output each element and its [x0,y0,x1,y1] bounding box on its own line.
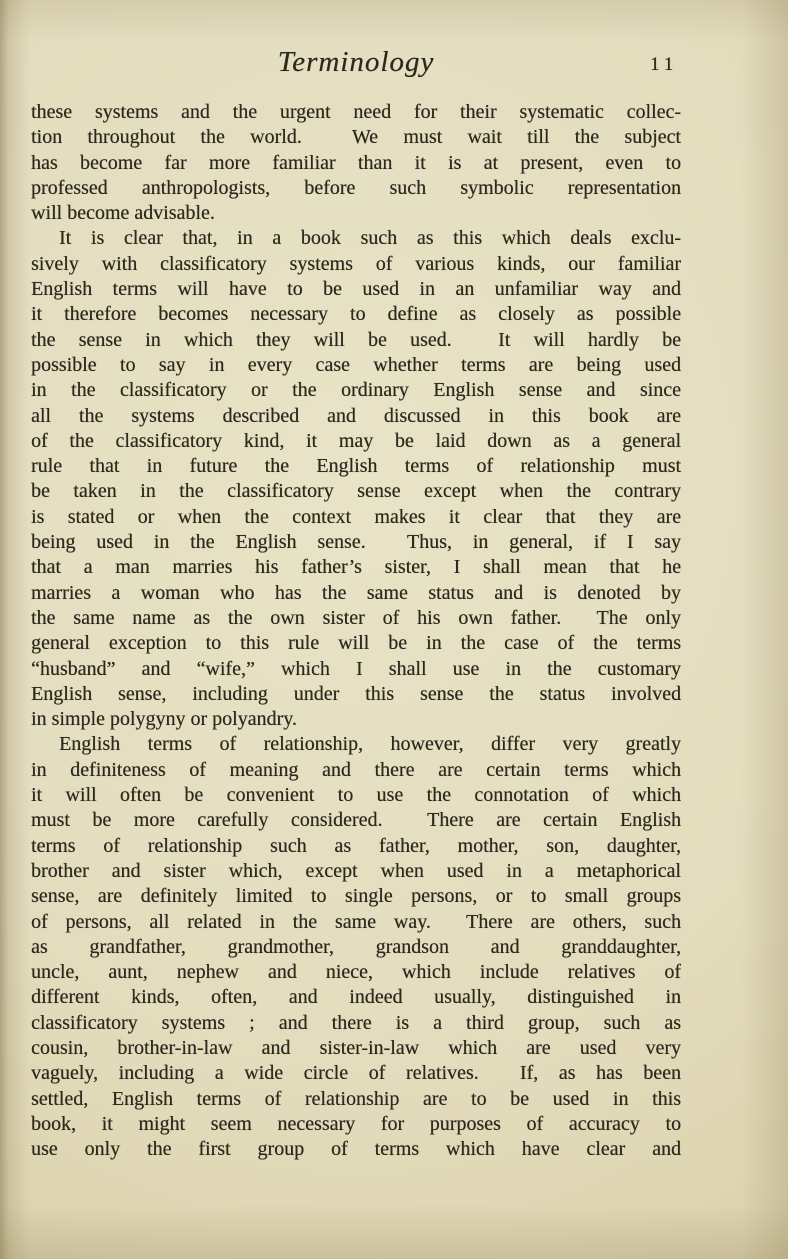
text-line: has become far more familiar than it is at present, even to [31,151,681,174]
text-line: general exception to this rule will be in the case of the terms [31,632,681,655]
text-line: “husband” and “wife,” which I shall use in the customary [31,657,681,680]
text-line: the sense in which they will be used. It will hardly be [31,328,681,351]
text-line: is stated or when the context makes it clear that they are [31,505,681,528]
text-line: It is clear that, in a book such as this which deals exclu- [59,227,681,250]
text-line: brother and sister which, except when used in a metaphorical [31,859,681,882]
text-line: being used in the English sense. Thus, in general, if I say [31,531,681,554]
text-line: rule that in future the English terms of relationship must [31,455,681,478]
text-line: terms of relationship such as father, mother, son, daughter, [31,834,681,857]
text-line: the same name as the own sister of his own father. The only [31,606,681,629]
body-text [31,100,681,1162]
text-line: of the classificatory kind, it may be laid down as a general [31,429,681,452]
text-line: classificatory systems ; and there is a third group, such as [31,1011,681,1034]
text-line: of persons, all related in the same way. There are others, such [31,910,681,933]
text-line: possible to say in every case whether terms are being used [31,353,681,376]
text-line: cousin, brother-in-law and sister-in-law which are used very [31,1036,681,1059]
text-line: must be more carefully considered. There are certain English [31,809,681,832]
text-line: in the classificatory or the ordinary English sense and since [31,379,681,402]
text-line: English terms will have to be used in an unfamiliar way and [31,278,681,301]
text-line: English sense, including under this sense the status involved [31,682,681,705]
text-line: vaguely, including a wide circle of relatives. If, as has been [31,1062,681,1085]
page-number: 11 [650,54,679,75]
text-line: book, it might seem necessary for purposes of accuracy to [31,1112,681,1135]
text-line: sense, are definitely limited to single persons, or to small groups [31,885,681,908]
text-line: sively with classificatory systems of various kinds, our familiar [31,252,681,275]
text-line: uncle, aunt, nephew and niece, which include relatives of [31,961,681,984]
text-line: tion throughout the world. We must wait till the subject [31,126,681,149]
running-head-title: Terminology [277,46,435,78]
text-line: these systems and the urgent need for their systematic collec- [31,101,681,123]
text-line: that a man marries his father’s sister, I shall mean that he [31,556,681,579]
text-line: different kinds, often, and indeed usually, distinguished in [31,986,681,1009]
text-line: professed anthropologists, before such symbolic representation [31,176,681,199]
text-line: as grandfather, grandmother, grandson and granddaughter, [31,935,681,958]
text-line: in definiteness of meaning and there are certain terms which [31,758,681,781]
text-line: English terms of relationship, however, differ very greatly [59,733,681,756]
text-line: be taken in the classificatory sense except when the contrary [31,480,681,503]
text-line: in simple polygyny or polyandry. [31,708,297,731]
text-line: marries a woman who has the same status and is denoted by [31,581,681,604]
text-line: all the systems described and discussed in this book are [31,404,681,427]
text-line: it therefore becomes necessary to define as closely as possible [31,303,681,326]
text-line: settled, English terms of relationship are to be used in this [31,1087,681,1110]
text-line: will become advisable. [31,202,215,225]
text-line: it will often be convenient to use the connotation of which [31,784,681,807]
text-line: use only the first group of terms which have clear and [31,1138,681,1161]
